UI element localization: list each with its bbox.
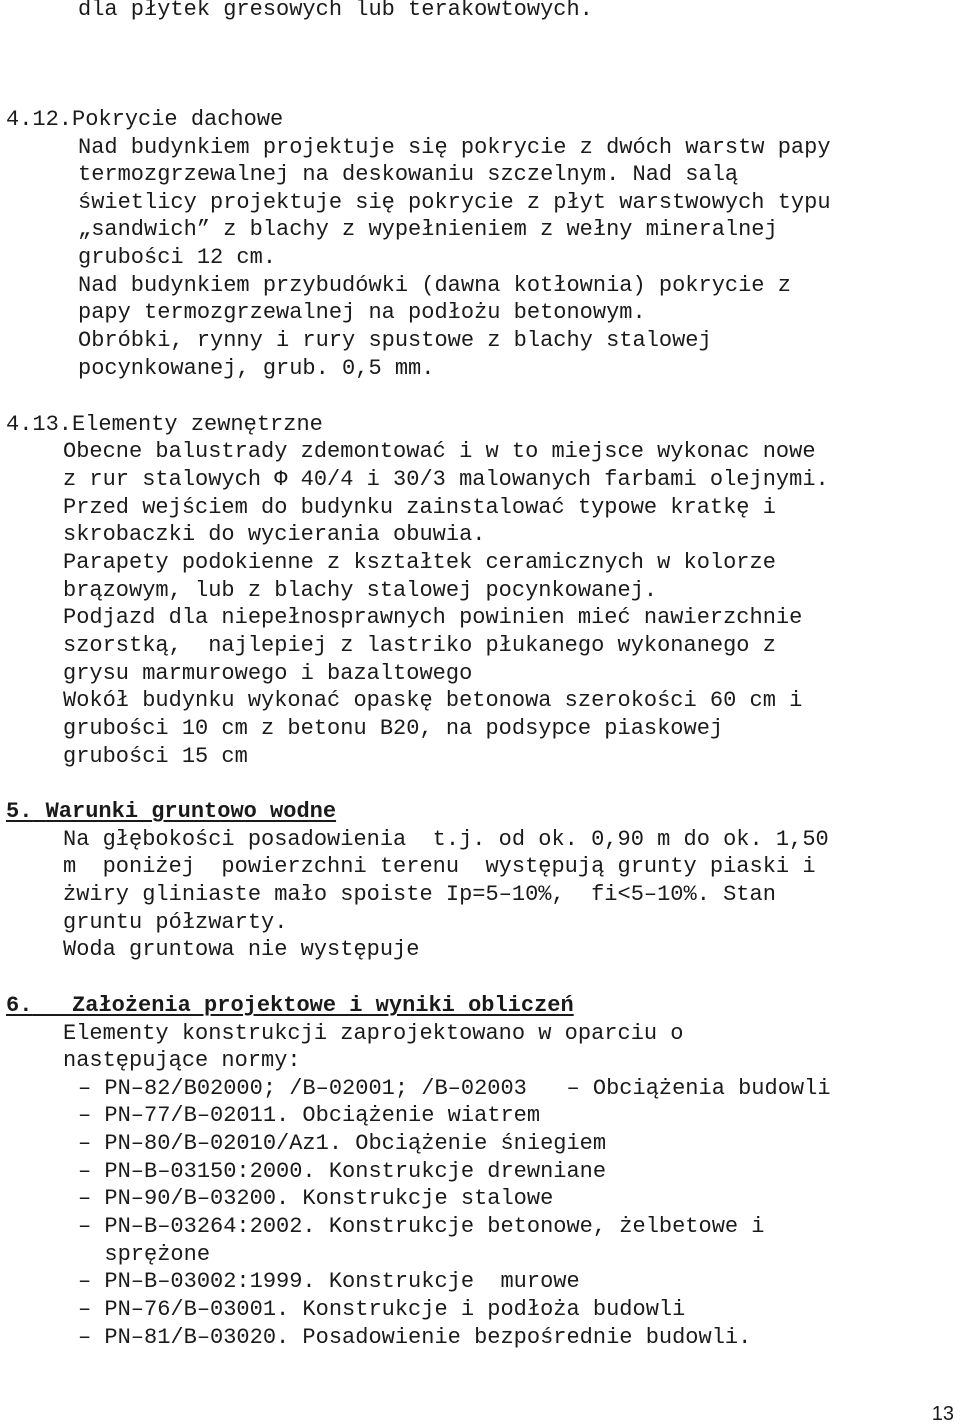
norm-item: – PN–80/B–02010/Az1. Obciążenie śniegiem	[78, 1131, 607, 1156]
section-4-13-line: Przed wejściem do budynku zainstalować typowe kratkę i	[63, 495, 776, 520]
norm-item: – PN–B–03264:2002. Konstrukcje betonowe, żelbetowe i	[78, 1214, 765, 1239]
section-4-13-line: grubości 10 cm z betonu B20, na podsypce piaskowej	[63, 716, 724, 741]
section-4-12-line: świetlicy projektuje się pokrycie z płyt warstwowych typu	[78, 190, 831, 215]
section-4-13-line: szorstką, najlepiej z lastriko płukanego wykonanego z	[63, 633, 776, 658]
continuation-text: dla płytek gresowych lub terakowtowych.	[78, 0, 593, 22]
section-5-line: żwiry gliniaste mało spoiste Ip=5–10%, fi<5–10%. Stan	[63, 882, 776, 907]
section-6-intro: następujące normy:	[63, 1048, 301, 1073]
section-4-13-heading: 4.13.Elementy zewnętrzne	[6, 412, 323, 437]
section-5-line: gruntu półzwarty.	[63, 910, 288, 935]
section-6-intro: Elementy konstrukcji zaprojektowano w oparciu o	[63, 1021, 684, 1046]
norm-item: sprężone	[78, 1242, 211, 1267]
section-4-13-line: z rur stalowych Φ 40/4 i 30/3 malowanych farbami olejnymi.	[63, 467, 829, 492]
norm-item: – PN–77/B–02011. Obciążenie wiatrem	[78, 1103, 541, 1128]
section-4-12-heading: 4.12.Pokrycie dachowe	[6, 107, 284, 132]
section-5-heading	[6, 798, 336, 825]
norm-item: – PN–82/B02000; /B–02001; /B–02003 – Obciążenia budowli	[78, 1076, 831, 1101]
section-5-number: 5.	[6, 799, 33, 824]
section-4-12-line: grubości 12 cm.	[78, 245, 277, 270]
section-4-12-line: termozgrzewalnej na deskowaniu szczelnym. Nad salą	[78, 162, 739, 187]
section-6-number: 6.	[6, 993, 33, 1018]
section-4-12-line: Nad budynkiem projektuje się pokrycie z dwóch warstw papy	[78, 135, 831, 160]
section-4-13-line: skrobaczki do wycierania obuwia.	[63, 522, 486, 547]
section-4-12-line: papy termozgrzewalnej na podłożu betonowym.	[78, 300, 646, 325]
section-4-12-line: „sandwich” z blachy z wypełnieniem z wełny mineralnej	[78, 217, 778, 242]
section-5-title: Warunki gruntowo wodne	[45, 799, 337, 824]
section-4-13-line: Podjazd dla niepełnosprawnych powinien mieć nawierzchnie	[63, 605, 803, 630]
section-4-12-line: pocynkowanej, grub. 0,5 mm.	[78, 356, 435, 381]
section-4-13-line: Parapety podokienne z kształtek ceramicznych w kolorze	[63, 550, 776, 575]
section-5-line: Na głębokości posadowienia t.j. od ok. 0,90 m do ok. 1,50	[63, 827, 829, 852]
norm-item: – PN–76/B–03001. Konstrukcje i podłoża budowli	[78, 1297, 686, 1322]
section-4-13-line: grubości 15 cm	[63, 744, 248, 769]
section-4-12-line: Obróbki, rynny i rury spustowe z blachy stalowej	[78, 328, 712, 353]
section-5-line: Woda gruntowa nie występuje	[63, 937, 420, 962]
norm-item: – PN–90/B–03200. Konstrukcje stalowe	[78, 1186, 554, 1211]
norm-item: – PN–B–03002:1999. Konstrukcje murowe	[78, 1269, 580, 1294]
section-4-13-line: Obecne balustrady zdemontować i w to miejsce wykonac nowe	[63, 439, 816, 464]
page-number: 13	[931, 1403, 954, 1425]
section-6-title: Założenia projektowe i wyniki obliczeń	[72, 993, 574, 1018]
section-6-heading	[6, 992, 574, 1019]
section-4-13-line: Wokół budynku wykonać opaskę betonowa szerokości 60 cm i	[63, 688, 803, 713]
section-5-line: m poniżej powierzchni terenu występują grunty piaski i	[63, 854, 816, 879]
norm-item: – PN–B–03150:2000. Konstrukcje drewniane	[78, 1159, 607, 1184]
section-4-13-line: brązowym, lub z blachy stalowej pocynkowanej.	[63, 578, 658, 603]
norm-item: – PN–81/B–03020. Posadowienie bezpośrednie budowli.	[78, 1325, 752, 1350]
section-4-12-line: Nad budynkiem przybudówki (dawna kotłownia) pokrycie z	[78, 273, 791, 298]
section-4-13-line: grysu marmurowego i bazaltowego	[63, 661, 473, 686]
